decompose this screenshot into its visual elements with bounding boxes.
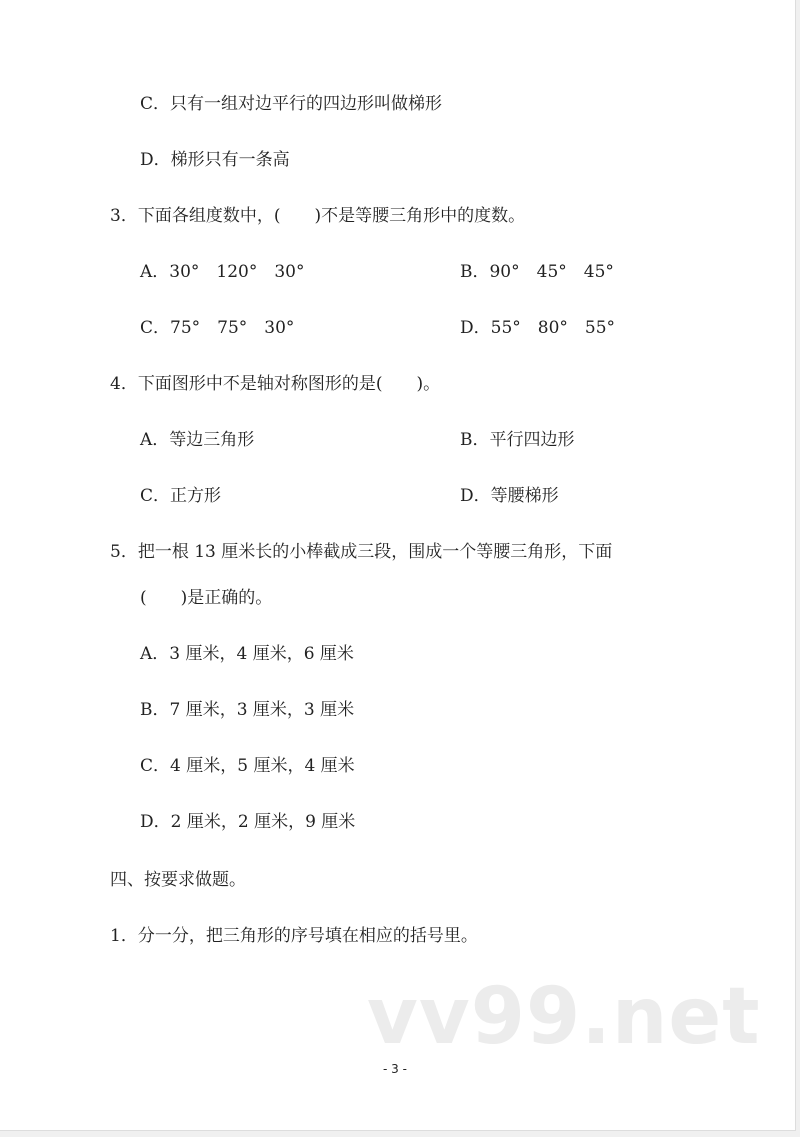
q4-stem: 4．下面图形中不是轴对称图形的是( )。 <box>110 374 441 394</box>
q2-option-d: D．梯形只有一条高 <box>140 150 290 170</box>
q3-option-c: C．75° 75° 30° <box>140 318 295 338</box>
q3-option-b: B．90° 45° 45° <box>460 262 614 282</box>
q5-stem-line2: ( )是正确的。 <box>140 588 273 608</box>
section-heading: 四、按要求做题。 <box>110 870 246 890</box>
q4-option-c: C．正方形 <box>140 486 222 506</box>
q5-option-d: D．2 厘米，2 厘米，9 厘米 <box>140 812 356 832</box>
q4-option-b: B．平行四边形 <box>460 430 575 450</box>
watermark: vv99.net <box>367 972 761 1062</box>
q2-option-c: C．只有一组对边平行的四边形叫做梯形 <box>140 94 443 114</box>
page-number: - 3 - <box>383 1062 407 1076</box>
q5-option-c: C．4 厘米，5 厘米，4 厘米 <box>140 756 355 776</box>
q5-stem-line1: 5．把一根 13 厘米长的小棒截成三段，围成一个等腰三角形，下面 <box>110 542 613 562</box>
q3-option-d: D．55° 80° 55° <box>460 318 616 338</box>
q4-option-a: A．等边三角形 <box>140 430 255 450</box>
q5-option-b: B．7 厘米，3 厘米，3 厘米 <box>140 700 355 720</box>
q5-option-a: A．3 厘米，4 厘米，6 厘米 <box>140 644 354 664</box>
q4-option-d: D．等腰梯形 <box>460 486 559 506</box>
section4-q1: 1．分一分，把三角形的序号填在相应的括号里。 <box>110 926 478 946</box>
q3-stem: 3．下面各组度数中，( )不是等腰三角形中的度数。 <box>110 206 526 226</box>
q3-option-a: A．30° 120° 30° <box>140 262 305 282</box>
